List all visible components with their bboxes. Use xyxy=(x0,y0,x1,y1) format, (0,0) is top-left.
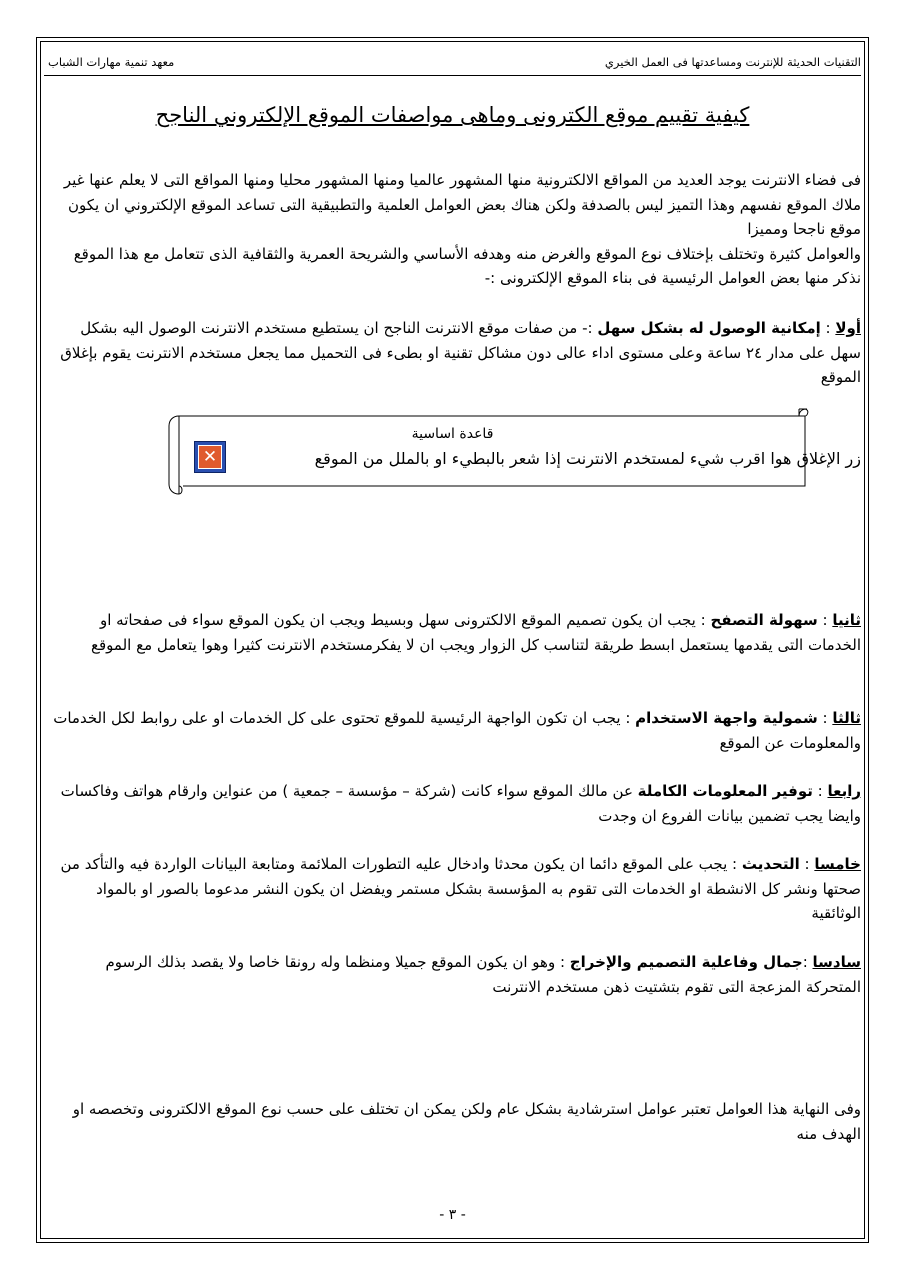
header-institute-name: معهد تنمية مهارات الشباب xyxy=(48,55,175,69)
section-third-heading: شمولية واجهة الاستخدام xyxy=(635,709,818,727)
section-sixth-sep: : xyxy=(802,953,813,971)
close-button-icon xyxy=(194,441,226,473)
section-third-sep: : xyxy=(817,709,833,727)
section-third-body: : يجب ان تكون الواجهة الرئيسية للموقع تحتوى على كل الخدمات او على روابط لكل الخدمات والمعلومات عن الموقع xyxy=(53,709,861,752)
section-sixth-body: : وهو ان يكون الموقع جميلا ومنظما وله رونقا خاصا ولا يقصد بذلك الرسوم المتحركة المزعجة التى تقوم بتشتيت ذهن مستخدم الانترنت xyxy=(105,953,861,996)
rule-title: قاعدة اساسية xyxy=(411,426,494,442)
page-number: - ٣ - xyxy=(439,1207,466,1223)
section-fifth xyxy=(46,852,861,926)
section-first-sep: : xyxy=(820,319,836,337)
section-third-number: ثالثا xyxy=(832,709,861,727)
intro-paragraph xyxy=(46,168,861,291)
section-sixth-number: سادسا xyxy=(812,953,861,971)
section-first-heading: إمكانية الوصول له بشكل سهل xyxy=(597,319,821,337)
section-fourth-sep: : xyxy=(812,782,828,800)
section-fourth xyxy=(46,779,861,828)
intro-text-1: فى فضاء الانترنت يوجد العديد من المواقع الالكترونية منها المشهور عالميا ومنها المشهور محليا ومنها المواقع التى لا يعلم عنها غير ملاك الموقع نفسهم وهذا التميز ليس بالصدفة ولكن هناك بعض العوامل العلمية والتطبيقية التى تساعد الموقع الإلكتروني ان يكون موقع ناجحا ومميزا xyxy=(63,171,861,238)
header-divider xyxy=(44,75,861,76)
section-first-body: :- من صفات موقع الانترنت الناجح ان يستطيع مستخدم الانترنت الوصول اليه بشكل سهل على مدار ٢٤ ساعة وعلى مستوى اداء عالى دون مشاكل تقنية او بطىء فى التحميل مما يجعل مستخدم الانترنت يقوم بإغلاق الموقع xyxy=(60,319,861,386)
section-first-number: أولا xyxy=(835,319,861,337)
section-third xyxy=(46,706,861,755)
section-sixth xyxy=(46,950,861,999)
section-fifth-body: : يجب على الموقع دائما ان يكون محدثا وادخال عليه التطورات الملائمة ومتابعة البيانات الواردة فيه والتأكد من صحتها ونشر كل الانشطة او الخدمات التى تقوم به المؤسسة بشكل مستمر ويفضل ان يكون النشر مدعوما بالصور او بالمواد الوثائقية xyxy=(60,855,861,922)
section-fifth-sep: : xyxy=(799,855,815,873)
close-x-icon: ✕ xyxy=(198,445,222,469)
header-document-title: التقنيات الحديثة للإنترنت ومساعدتها فى العمل الخيري xyxy=(604,55,861,69)
section-fourth-heading: توفير المعلومات الكاملة xyxy=(637,782,813,800)
section-fifth-number: خامسا xyxy=(814,855,861,873)
section-fourth-body: عن مالك الموقع سواء كانت (شركة – مؤسسة – جمعية ) من عنواين وارقام هواتف وفاكسات وايضا يجب تضمين بيانات الفروع ان وجدت xyxy=(60,782,861,825)
section-second-body: : يجب ان يكون تصميم الموقع الالكترونى سهل وبسيط ويجب ان يكون الموقع سواء فى صفحاته او الخدمات التى يقدمها يستعمل ابسط طريقة لتناسب كل الزوار ويجب ان لا يفكرمستخدم الانترنت كثيرا وهوا يتعامل مع الموقع xyxy=(91,611,861,654)
section-second-sep: : xyxy=(817,611,833,629)
section-fifth-heading: التحديث xyxy=(741,855,800,873)
section-fourth-number: رابعا xyxy=(827,782,861,800)
section-sixth-heading: جمال وفاعلية التصميم والإخراج xyxy=(569,953,803,971)
page-title: كيفية تقييم موقع الكترونى وماهى مواصفات الموقع الإلكتروني الناجح xyxy=(155,103,750,127)
section-second-number: ثانيا xyxy=(832,611,861,629)
conclusion-paragraph: وفى النهاية هذا العوامل تعتبر عوامل استرشادية بشكل عام ولكن يمكن ان تختلف على حسب نوع الموقع الالكترونى وتخصصه او الهدف منه xyxy=(72,1100,861,1143)
section-second xyxy=(46,608,861,657)
section-second-heading: سهولة التصفح xyxy=(710,611,818,629)
rule-text: زر الإغلاق هوا اقرب شيء لمستخدم الانترنت إذا شعر بالبطيء او بالملل من الموقع xyxy=(314,449,861,468)
section-first xyxy=(46,316,861,390)
intro-text-2: والعوامل كثيرة وتختلف بإختلاف نوع الموقع والغرض منه وهدفه الأساسي والشريحة العمرية والثقافية الذى تتعامل مع هذا الموقع نذكر منها بعض العوامل الرئيسية فى بناء الموقع الإلكترونى :- xyxy=(73,244,861,287)
